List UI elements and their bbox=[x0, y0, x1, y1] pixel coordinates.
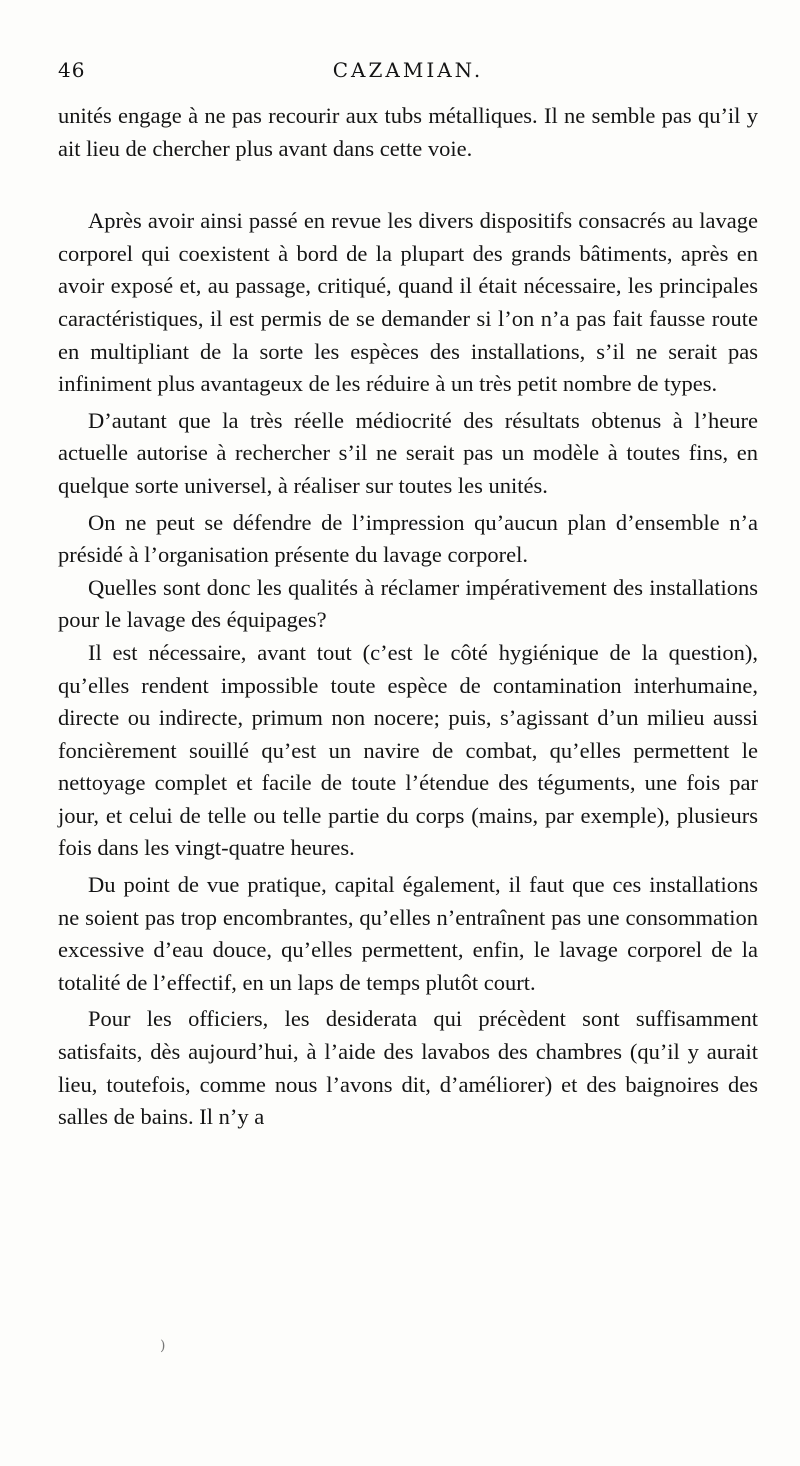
footer-mark: ) bbox=[160, 1338, 166, 1354]
running-head: CAZAMIAN. bbox=[332, 58, 484, 82]
paragraph-7: Du point de vue pratique, capital également, il faut que ces installations ne soient pas trop encombrantes, qu’elles n’entraînent pas une consommation excessive d’eau douce, qu’elles permettent, enfin, le lavage corporel de la totalité de l’effectif, en un laps de temps plutôt court. bbox=[58, 872, 758, 995]
paragraph-2: Après avoir ainsi passé en revue les divers dispositifs consacrés au lavage corporel qui coexistent à bord de la plupart des grands bâtiments, après en avoir exposé et, au passage, critiqué, quand il était nécessaire, les principales caractéristiques, il est permis de se demander si l’on n’a pas fait fausse route en multipliant de la sorte les espèces des installations, s’il ne serait pas infiniment plus avantageux de les réduire à un très petit nombre de types. bbox=[58, 208, 758, 397]
paragraph-6: Il est nécessaire, avant tout (c’est le côté hygiénique de la question), qu’elles rendent impossible toute espèce de contamination interhumaine, directe ou indirecte, primum non nocere; puis, s’agissant d’un milieu aussi foncièrement souillé qu’est un navire de combat, qu’elles permettent le nettoyage complet et facile de toute l’étendue des téguments, une fois par jour, et celui de telle ou telle partie du corps (mains, par exemple), plusieurs fois dans les vingt-quatre heures. bbox=[58, 639, 758, 861]
paragraph-4: On ne peut se défendre de l’impression qu’aucun plan d’ensemble n’a présidé à l’organisation présente du lavage corporel. bbox=[58, 509, 758, 568]
paragraph-5: Quelles sont donc les qualités à réclamer impérativement des installations pour le lavage des équipages? bbox=[58, 574, 758, 633]
page-number: 46 bbox=[58, 58, 86, 82]
body-text bbox=[58, 100, 758, 1134]
paragraph-1: unités engage à ne pas recourir aux tubs métalliques. Il ne semble pas qu’il y ait lieu de chercher plus avant dans cette voie. bbox=[58, 103, 758, 161]
page-header bbox=[58, 58, 758, 86]
paragraph-8: Pour les officiers, les desiderata qui précèdent sont suffisamment satisfaits, dès aujourd’hui, à l’aide des lavabos des chambres (qu’il y aurait lieu, toutefois, comme nous l’avons dit, d’améliorer) et des baignoires des salles de bains. Il n’y a bbox=[58, 1006, 758, 1130]
paragraph-3: D’autant que la très réelle médiocrité des résultats obtenus à l’heure actuelle autorise à rechercher s’il ne serait pas un modèle à toutes fins, en quelque sorte universel, à réaliser sur toutes les unités. bbox=[58, 407, 758, 498]
